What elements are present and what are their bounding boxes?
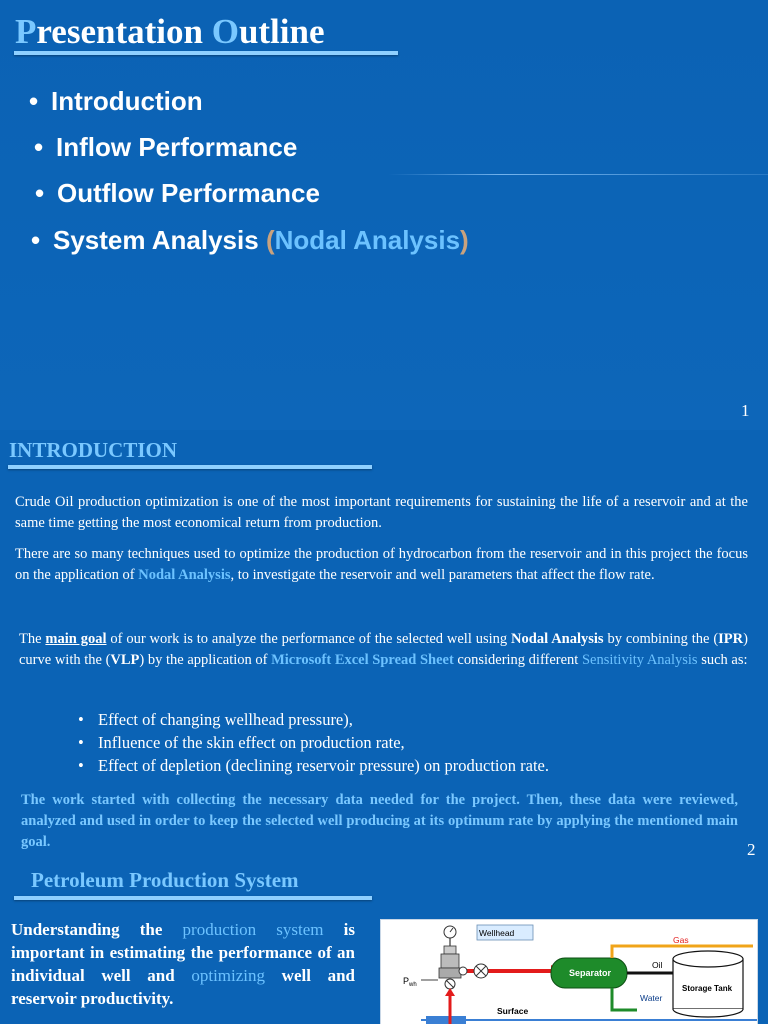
text-run: by combining the (: [603, 631, 719, 647]
gas-label: Gas: [673, 935, 689, 945]
slide-title: INTRODUCTION: [9, 438, 178, 462]
title-word-2: utline: [238, 12, 325, 51]
separator-label: Separator: [569, 968, 612, 978]
highlight-sensitivity: Sensitivity Analysis: [581, 652, 698, 668]
paragraph-1: Crude Oil production optimization is one of the most important requirements for sustaining the life of a reservoir and at the same time getting the most economical return from production.: [15, 494, 748, 531]
emphasis-main-goal: main goal: [45, 631, 107, 647]
bullet-glyph: •: [78, 710, 84, 729]
text-run: is important in estimating the performance of an individual well and: [11, 920, 355, 985]
tree-base: [439, 968, 461, 978]
paragraph-2: [15, 544, 748, 586]
text-run: There are so many techniques used to optimize the production of hydrocarbon from the reservoir and in this project the focus on the application of: [15, 546, 748, 583]
choke-valve-icon: [474, 964, 488, 978]
production-system-text: [11, 918, 355, 1010]
emphasis-ipr: IPR: [718, 631, 744, 647]
paragraph-3: [19, 629, 748, 671]
list-item: [78, 754, 549, 777]
production-system-diagram: [380, 919, 758, 1024]
outline-item-inflow: [34, 132, 297, 163]
upflow-arrow-icon: [445, 988, 455, 996]
text-run: Understanding the: [11, 920, 183, 939]
slide-production-system: [0, 865, 768, 1024]
surface-label: Surface: [497, 1006, 529, 1016]
bullet-glyph: •: [78, 756, 84, 775]
list-item-text: Effect of changing wellhead pressure),: [98, 710, 353, 729]
slide-title: Petroleum Production System: [31, 868, 299, 892]
list-item-text: Effect of depletion (declining reservoir pressure) on production rate.: [98, 756, 549, 775]
bullet-glyph: •: [34, 132, 44, 162]
decorative-line: [388, 174, 768, 175]
water-line: [612, 988, 637, 1010]
tree-cap: [444, 946, 456, 954]
storage-tank-label: Storage Tank: [682, 984, 733, 993]
list-item: [78, 708, 549, 731]
bullet-glyph: •: [31, 225, 41, 255]
slide-introduction: [0, 430, 768, 865]
outline-item-system-analysis: [31, 225, 469, 256]
tree-body: [441, 954, 459, 968]
title-underline: [14, 896, 372, 900]
outline-item-introduction: [29, 86, 203, 117]
slide-presentation-outline: [0, 0, 768, 430]
highlight-production-system: production system: [182, 920, 324, 939]
page-number: 1: [741, 401, 750, 420]
page-number: 2: [747, 840, 756, 859]
outline-item-outflow: [35, 178, 320, 209]
closing-paragraph: The work started with collecting the necessary data needed for the project. Then, these data were reviewed, analyzed and used in order to keep the selected well producing at its optimum rate by applying the mentioned main goal.: [21, 792, 738, 850]
highlight-excel: Microsoft Excel Spread Sheet: [271, 652, 454, 668]
outline-item-label: Outflow Performance: [57, 178, 320, 208]
text-run: , to investigate the reservoir and well parameters that affect the flow rate.: [230, 567, 655, 583]
highlight-nodal-analysis: Nodal Analysis: [138, 567, 231, 583]
paren-open: (: [265, 225, 275, 255]
title-underline: [8, 465, 372, 469]
bullet-glyph: •: [29, 86, 39, 116]
bullet-glyph: •: [35, 178, 45, 208]
title-underline: [14, 51, 398, 55]
emphasis-nodal-analysis: Nodal Analysis: [511, 631, 604, 647]
wellhead-label: Wellhead: [479, 928, 515, 938]
pwh-subscript: wh: [409, 982, 417, 988]
bullet-glyph: •: [78, 733, 84, 752]
text-run: ) by the application of: [139, 652, 272, 668]
title-initial-p: P: [15, 12, 37, 51]
oil-label: Oil: [652, 960, 663, 970]
title-initial-o: O: [211, 12, 239, 51]
text-run: The: [19, 631, 46, 647]
slide-title: [15, 12, 325, 52]
pwh-symbol: P: [403, 976, 410, 986]
list-item-text: Influence of the skin effect on production rate,: [98, 733, 405, 752]
text-run: such as:: [697, 652, 748, 668]
flowline-gauge-icon: [459, 967, 467, 975]
list-item: [78, 731, 549, 754]
text-run: well and reservoir productivity.: [11, 966, 355, 1008]
text-run: considering different: [453, 652, 582, 668]
water-label: Water: [640, 993, 663, 1003]
emphasis-vlp: VLP: [110, 652, 140, 668]
highlight-optimizing: optimizing: [191, 966, 266, 985]
outline-item-label: Introduction: [51, 86, 203, 116]
text-run: ) curve with the (: [19, 631, 748, 668]
sensitivity-list: [78, 708, 549, 777]
wellbore-casing: [426, 1016, 466, 1024]
title-word-1: resentation: [36, 12, 212, 51]
pwh-label: [403, 976, 417, 988]
text-run: of our work is to analyze the performance of the selected well using: [106, 631, 512, 647]
outline-item-label: System Analysis: [53, 225, 266, 255]
diagram-svg: [381, 920, 757, 1024]
outline-item-label: Inflow Performance: [56, 132, 298, 162]
outline-item-highlight: Nodal Analysis: [274, 225, 461, 255]
paren-close: ): [460, 225, 469, 255]
